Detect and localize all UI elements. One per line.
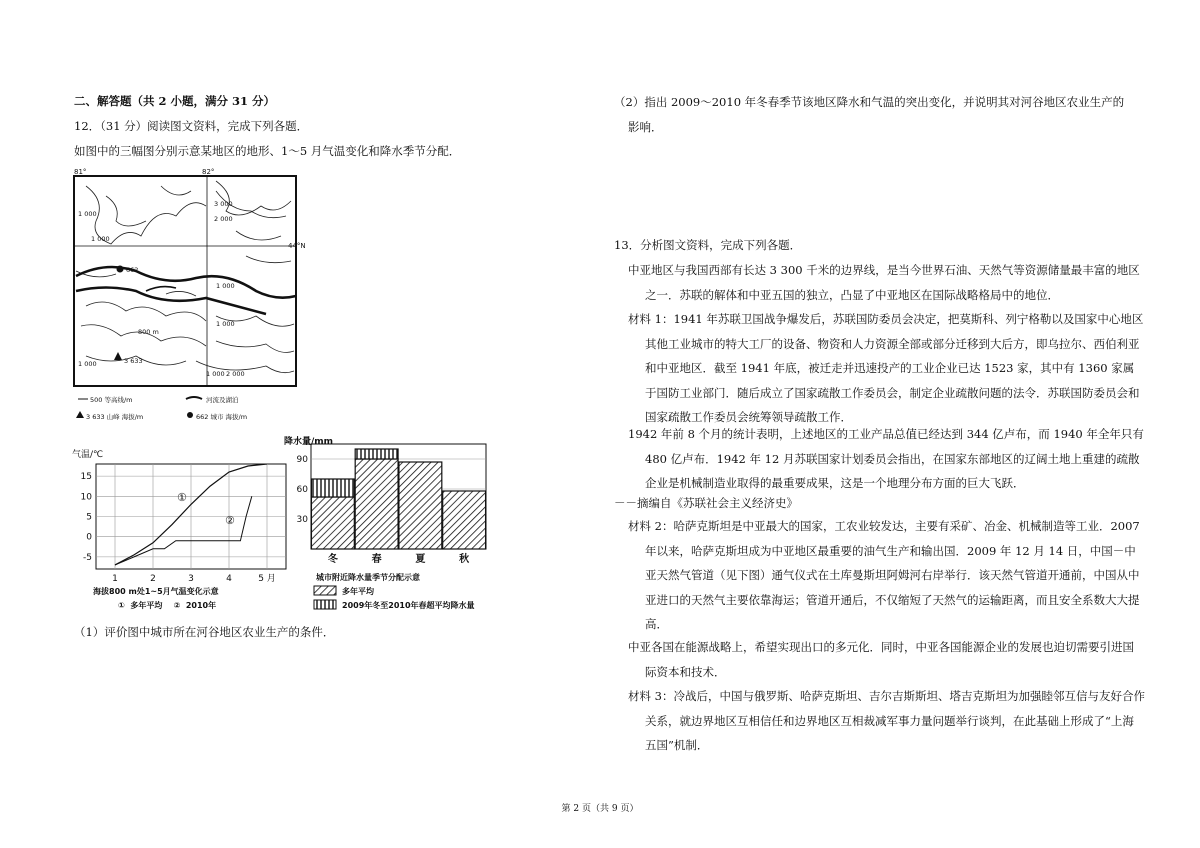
precip-bar-average [399,462,442,549]
topographic-map [66,166,306,424]
svg-text:1 000: 1 000 [78,210,97,218]
legend-peak: 3 633 山峰 海拔/m [86,413,144,421]
svg-text:1 000: 1 000 [78,360,97,368]
precip-caption: 城市附近降水量季节分配示意 [316,573,420,582]
precip-xtick: 冬 [327,554,338,565]
legend-river: 河流及湖泊 [206,396,239,404]
temp-legend: ① 多年平均 ② 2010年 [118,601,217,610]
question-12-part-2-line-1: （2）指出 2009～2010 年冬春季节该地区降水和气温的突出变化，并说明其对河谷地区农业生产的 [614,95,1125,109]
temp-xtick: 2 [150,574,156,584]
svg-text:1 000: 1 000 [216,282,235,290]
precip-bar-extra [355,449,398,459]
precip-ylabel: 降水量/mm [284,437,334,447]
precip-xtick: 秋 [459,554,470,565]
svg-text:1 000: 1 000 [91,235,110,243]
precip-xtick: 春 [371,554,382,565]
paragraph-central-asia: 中亚地区与我国西部有长达 3 300 千米的边界线，是当今世界石油、天然气等资源储量最丰富的地区之一．苏联的解体和中亚五国的独立，凸显了中亚地区在国际战略格局中的地位． [628,263,1140,302]
precip-xtick: 夏 [415,554,426,565]
svg-text:1 000: 1 000 [206,370,225,378]
precip-legend-extra: 2009年冬至2010年春超平均降水量 [342,601,475,610]
precip-bar-average [311,497,354,549]
source-citation: －－摘编自《苏联社会主义经济史》 [614,496,798,510]
precip-bar-average [355,459,398,549]
precip-legend-avg: 多年平均 [342,587,374,596]
precip-ytick: 90 [296,455,308,465]
paragraph-energy-strategy: 中亚各国在能源战略上，希望实现出口的多元化．同时，中亚各国能源企业的发展也迫切需要引进国际资本和技术． [628,640,1134,679]
paragraph-material-2: 材料 2：哈萨克斯坦是中亚最大的国家，工农业较发达，主要有采矿、冶金、机械制造等工业．2007 年以来，哈萨克斯坦成为中亚地区最重要的油气生产和输出国．2009 年 12 月 14 日，中国－中亚天然气管道（见下图）通气仪式在土库曼斯坦阿姆河右岸举行．该天然气管道开通前，中国从中亚进口的天然气主要依靠海运；管道开通后，不仅缩短了天然气的运输距离，而且安全系数大大提高． [628,519,1140,632]
precip-ytick: 30 [296,515,308,525]
legend-avg-swatch [314,586,336,595]
legend-extra-swatch [314,600,336,609]
temperature-chart [66,444,296,624]
svg-text:3 000: 3 000 [214,200,233,208]
svg-text:1 000: 1 000 [216,320,235,328]
question-12-part-1: （1）评价图中城市所在河谷地区农业生产的条件． [74,625,335,639]
temp-ytick: 0 [86,532,92,543]
temp-ylabel: 气温/℃ [72,450,104,460]
temp-marker-1: ① [177,491,187,504]
temp-ytick: 10 [80,492,92,503]
precip-ytick: 60 [296,485,308,495]
peak-elevation: 3 633 [124,357,143,365]
precipitation-chart [284,434,486,614]
temp-series-2010 [115,496,252,565]
temp-ytick: -5 [83,552,92,563]
page-footer: 第 2 页（共 9 页） [561,804,639,814]
temp-xtick: 3 [188,574,194,584]
temp-caption: 海拔800 m处1~5月气温变化示意 [93,587,219,596]
svg-text:2 000: 2 000 [226,370,245,378]
section-heading: 二、解答题（共 2 小题，满分 31 分） [74,94,276,108]
lon-right-label: 82° [202,168,215,176]
legend-city: 662 城市 海拔/m [196,413,248,421]
lat-label: 44°N [288,242,306,250]
temp-marker-2: ② [225,514,235,527]
precip-bar-average [443,491,486,549]
temp-ytick: 15 [80,472,92,483]
temp-xtick: 1 [112,574,118,584]
svg-text:800 m: 800 m [138,328,159,336]
question-12-part-2-line-2: 影响． [628,120,663,134]
precip-bar-extra [311,479,354,497]
city-marker-icon [117,266,124,273]
paragraph-material-3: 材料 3：冷战后，中国与俄罗斯、哈萨克斯坦、吉尔吉斯斯坦、塔吉克斯坦为加强睦邻互信与友好合作关系，就边界地区互相信任和边界地区互相裁减军事力量问题举行谈判，在此基础上形成了“上海五国”机制． [628,689,1145,753]
paragraph-statistics-1942: 1942 年前 8 个月的统计表明，上述地区的工业产品总值已经达到 344 亿卢布，而 1940 年全年只有 480 亿卢布．1942 年 12 月苏联国家计划委员会指出，在国家东部地区的辽阔土地上重建的疏散企业是机械制造业取得的最重要成果，这是一个地理分布方面的巨大飞跃． [628,427,1144,491]
city-elevation: 662 [126,266,139,274]
temp-ytick: 5 [86,512,92,523]
question-13-intro: 13．分析图文资料，完成下列各题． [614,238,802,252]
legend-contour: 500 等高线/m [90,396,133,404]
temp-xtick: 5 月 [258,574,276,584]
temp-xtick: 4 [226,574,232,584]
paragraph-material-1: 材料 1：1941 年苏联卫国战争爆发后，苏联国防委员会决定，把莫斯科、列宁格勒以及国家中心地区其他工业城市的特大工厂的设备、物资和人力资源全部或部分迁移到大后方，即乌拉尔、西伯利亚和中亚地区．截至 1941 年底，被迁走并迅速投产的工业企业已达 1523 家，其中有 1360 家属于国防工业部门．随后成立了国家疏散工作委员会，制定企业疏散问题的法令．苏联国防委员会和国家疏散工作委员会统筹领导疏散工作． [628,312,1144,425]
lon-left-label: 81° [74,168,87,176]
svg-text:2 000: 2 000 [214,215,233,223]
question-12-description: 如图中的三幅图分别示意某地区的地形、1～5 月气温变化和降水季节分配． [74,144,461,158]
question-12-intro: 12．（31 分）阅读图文资料，完成下列各题． [74,119,309,133]
